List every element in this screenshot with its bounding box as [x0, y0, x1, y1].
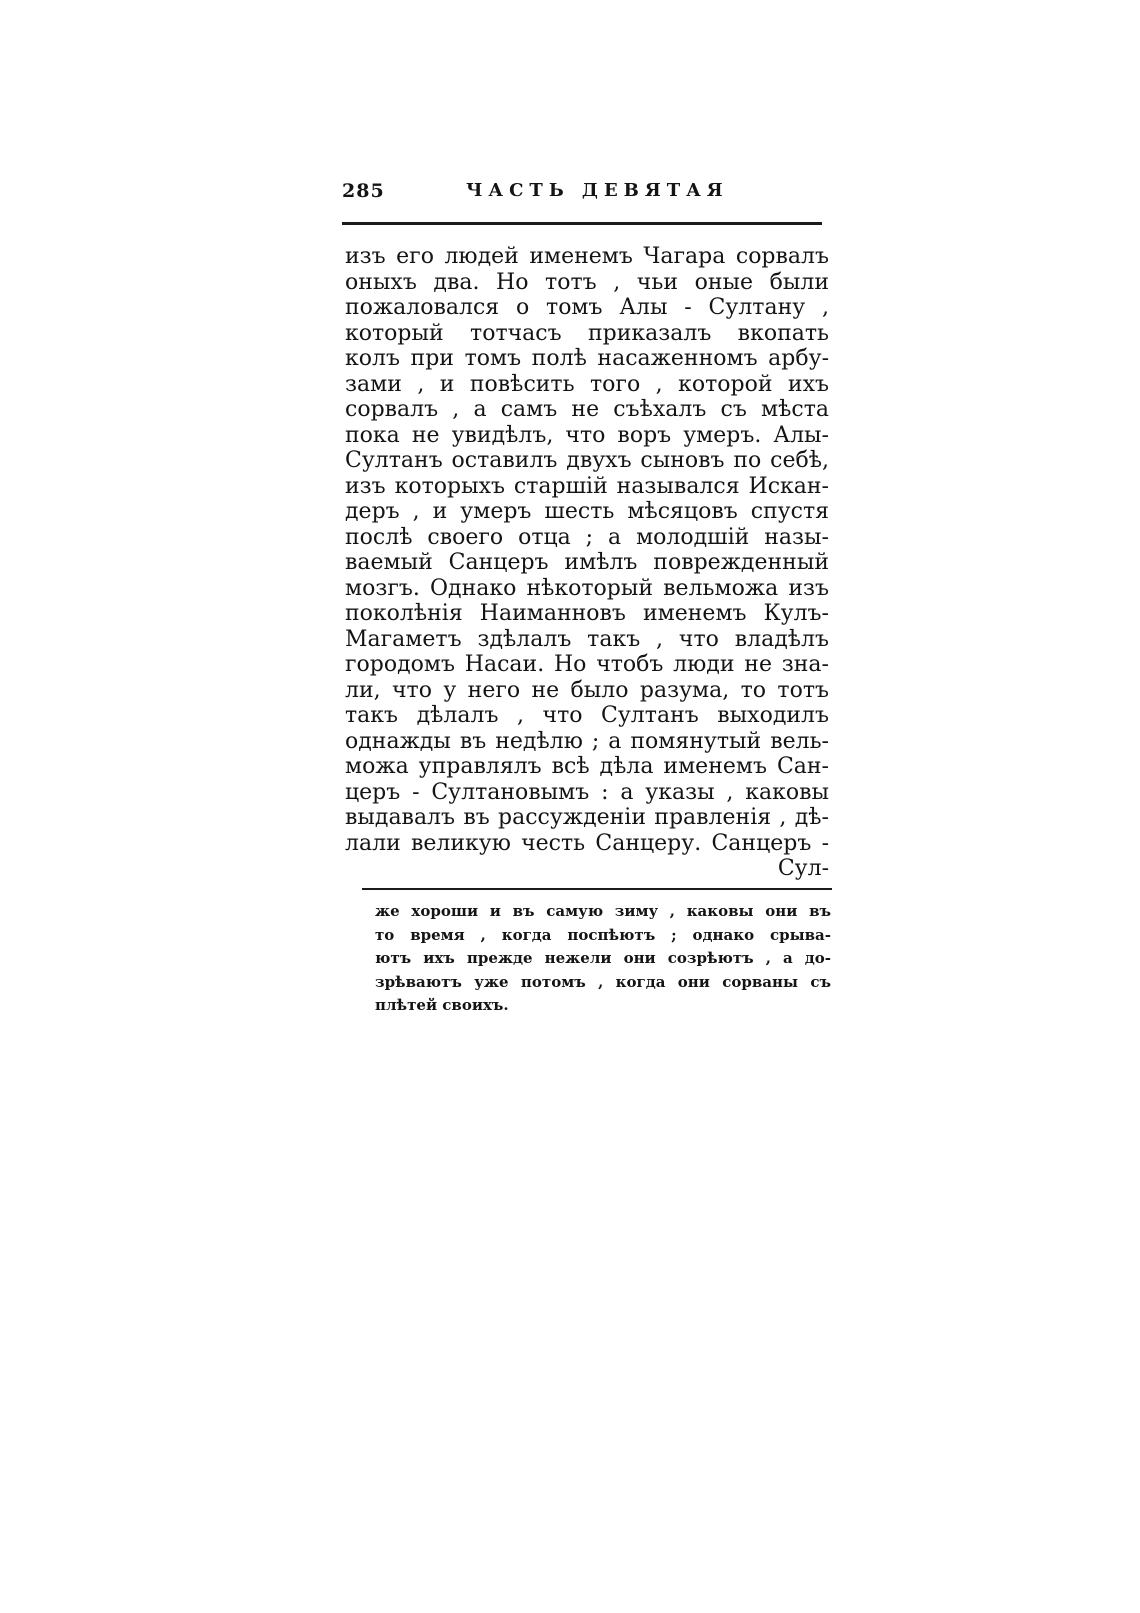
- footnote-rule: [362, 888, 832, 890]
- footnote-block: [375, 900, 831, 1018]
- page-header: [342, 178, 822, 208]
- text-line: городомъ Насаи. Но чтобъ люди не зна-: [345, 652, 829, 677]
- text-line: пока не увидѣлъ, что воръ умеръ. Алы-: [345, 422, 829, 448]
- catchword: Сул-: [777, 856, 829, 881]
- header-rule: [342, 222, 822, 225]
- text-line: изъ его людей именемъ Чагара сорвалъ: [345, 244, 829, 269]
- text-line: однажды въ недѣлю ; а помянутый вель-: [345, 728, 829, 754]
- text-line: изъ которыхъ старшій назывался Искан-: [345, 473, 829, 499]
- text-line: сорвалъ , а самъ не съѣхалъ съ мѣста: [345, 397, 829, 422]
- footnote-line: зрѣваютъ уже потомъ , когда они сорваны съ: [375, 972, 831, 991]
- text-line: колъ при томъ полѣ насаженномъ арбу-: [345, 346, 829, 371]
- footnote-line: ютъ ихъ прежде нежели они созрѣютъ , а до-: [375, 949, 831, 967]
- footnote-line: же хороши и въ самую зиму , каковы они въ: [375, 902, 831, 920]
- footnote-line: плѣтей своихъ.: [375, 996, 509, 1014]
- text-line: церъ - Султановымъ : а указы , каковы: [345, 779, 829, 805]
- text-line: Султанъ оставилъ двухъ сыновъ по себѣ,: [345, 448, 829, 473]
- text-line: пожаловался о томъ Алы - Султану ,: [345, 295, 829, 320]
- text-line: лали великую честь Санцеру. Санцеръ -: [345, 830, 829, 856]
- text-line: ваемый Санцеръ имѣлъ поврежденный: [345, 550, 829, 575]
- text-line: такъ дѣлалъ , что Султанъ выходилъ: [345, 703, 829, 728]
- running-title: ЧАСТЬ ДЕВЯТАЯ: [466, 180, 729, 201]
- text-line: оныхъ два. Но тотъ , чьи оные были: [345, 269, 829, 295]
- text-line: деръ , и умеръ шесть мѣсяцовъ спустя: [345, 499, 829, 524]
- text-line: поколѣнія Наиманновъ именемъ Кулъ-: [345, 601, 829, 626]
- text-line: выдавалъ въ рассужденіи правленія , дѣ-: [345, 805, 829, 830]
- text-line: который тотчасъ приказалъ вкопать: [345, 320, 829, 346]
- main-text-block: [345, 244, 829, 882]
- text-line: зами , и повѣсить того , которой ихъ: [345, 371, 829, 397]
- page-number: 285: [342, 180, 385, 202]
- text-line: ли, что у него не было разума, то тотъ: [345, 677, 829, 703]
- text-line: мозгъ. Однако нѣкоторый вельможа изъ: [345, 575, 829, 601]
- text-line: можа управлялъ всѣ дѣла именемъ Сан-: [345, 754, 829, 779]
- footnote-line: то время , когда поспѣютъ ; однако срыва-: [375, 925, 831, 944]
- text-line: послѣ своего отца ; а молодшій назы-: [345, 524, 829, 550]
- text-line: Магаметъ здѣлалъ такъ , что владѣлъ: [345, 626, 829, 652]
